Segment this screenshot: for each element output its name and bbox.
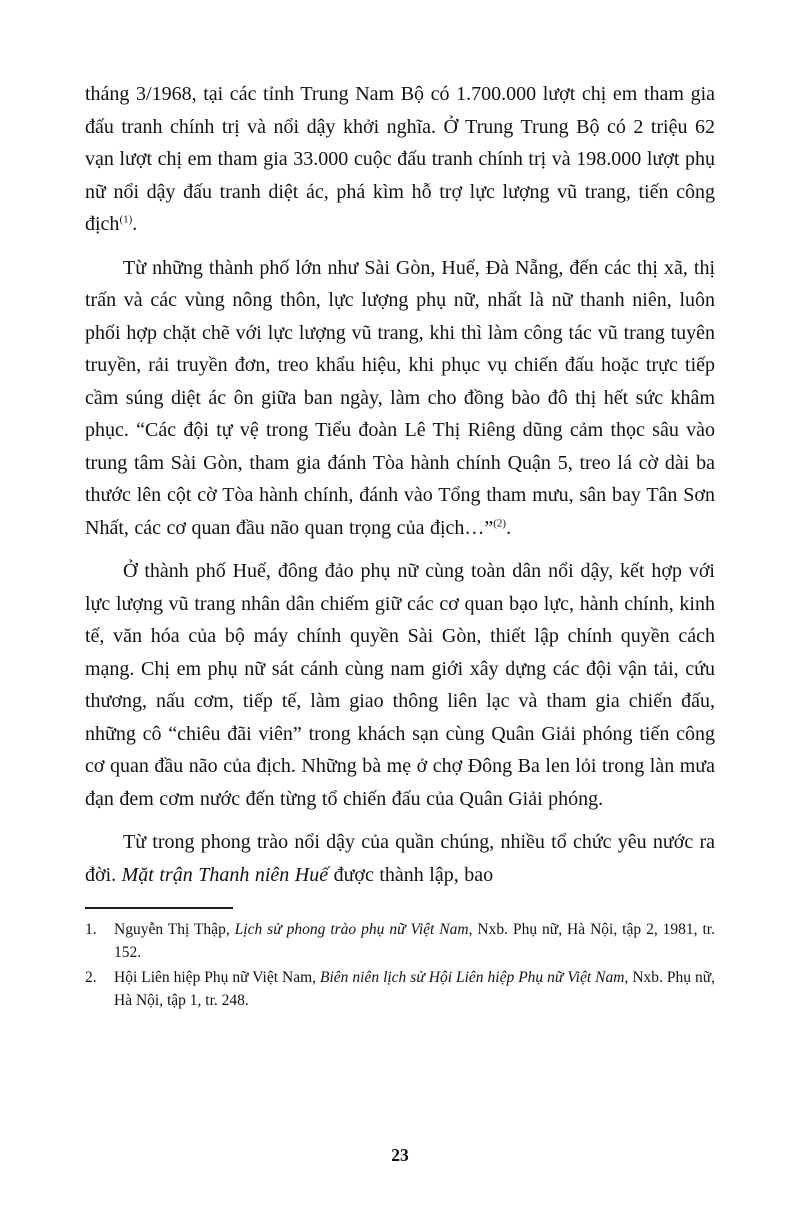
footnote-item: [85, 966, 715, 1012]
footnote-text: Hội Liên hiệp Phụ nữ Việt Nam, Biên niên lịch sử Hội Liên hiệp Phụ nữ Việt Nam, Nxb. Phụ nữ, Hà Nội, tập 1, tr. 248.: [114, 969, 716, 1009]
paragraph: Ở thành phố Huế, đông đảo phụ nữ cùng toàn dân nổi dậy, kết hợp với lực lượng vũ trang nhân dân chiếm giữ các cơ quan bạo lực, hành chính, kinh tế, văn hóa của bộ máy chính quyền Sài Gòn, thiết lập chính quyền cách mạng. Chị em phụ nữ sát cánh cùng nam giới xây dựng các đội vận tải, cứu thương, nấu cơm, tiếp tế, làm giao thông liên lạc và tham gia chiến đấu, những cô “chiêu đãi viên” trong khách sạn cùng Quân Giải phóng tiến công cơ quan đầu não của địch. Những bà mẹ ở chợ Đông Ba len lỏi trong làn mưa đạn đem cơm nước đến từng tổ chiến đấu của Quân Giải phóng.: [85, 560, 715, 810]
footnote-item: [85, 918, 715, 964]
footnote-number: 1.: [85, 921, 97, 938]
paragraph: Từ trong phong trào nổi dậy của quần chúng, nhiều tổ chức yêu nước ra đời. Mặt trận Thanh niên Huế được thành lập, bao: [85, 831, 715, 886]
paragraph: Từ những thành phố lớn như Sài Gòn, Huế, Đà Nẵng, đến các thị xã, thị trấn và các vùng nông thôn, lực lượng phụ nữ, nhất là nữ thanh niên, luôn phối hợp chặt chẽ với lực lượng vũ trang, khi thì làm công tác vũ trang tuyên truyền, rải truyền đơn, treo khẩu hiệu, khi phục vụ chiến đấu hoặc trực tiếp cầm súng diệt ác ôn giữa ban ngày, làm cho đồng bào đô thị hết sức khâm phục. “Các đội tự vệ trong Tiểu đoàn Lê Thị Riêng dũng cảm thọc sâu vào trung tâm Sài Gòn, tham gia đánh Tòa hành chính Quận 5, treo lá cờ dài ba thước lên cột cờ Tòa hành chính, đánh vào Tổng tham mưu, sân bay Tân Sơn Nhất, các cơ quan đầu não quan trọng của địch…”$^{(2)}$.: [85, 256, 715, 539]
paragraph-continued: tháng 3/1968, tại các tỉnh Trung Nam Bộ có 1.700.000 lượt chị em tham gia đấu tranh chính trị và nổi dậy khởi nghĩa. Ở Trung Trung Bộ có 2 triệu 62 vạn lượt chị em tham gia 33.000 cuộc đấu tranh chính trị và 198.000 lượt phụ nữ nổi dậy đấu tranh diệt ác, phá kìm hỗ trợ lực lượng vũ trang, tiến công địch$^{(1)}$.: [85, 83, 715, 235]
page-number: 23: [391, 1145, 409, 1165]
footnote-text: Nguyễn Thị Thập, Lịch sử phong trào phụ nữ Việt Nam, Nxb. Phụ nữ, Hà Nội, tập 2, 1981, tr. 152.: [114, 921, 715, 961]
footnotes-section: [85, 918, 715, 1012]
footnote-number: 2.: [85, 969, 97, 986]
footnote-divider: [85, 907, 233, 909]
